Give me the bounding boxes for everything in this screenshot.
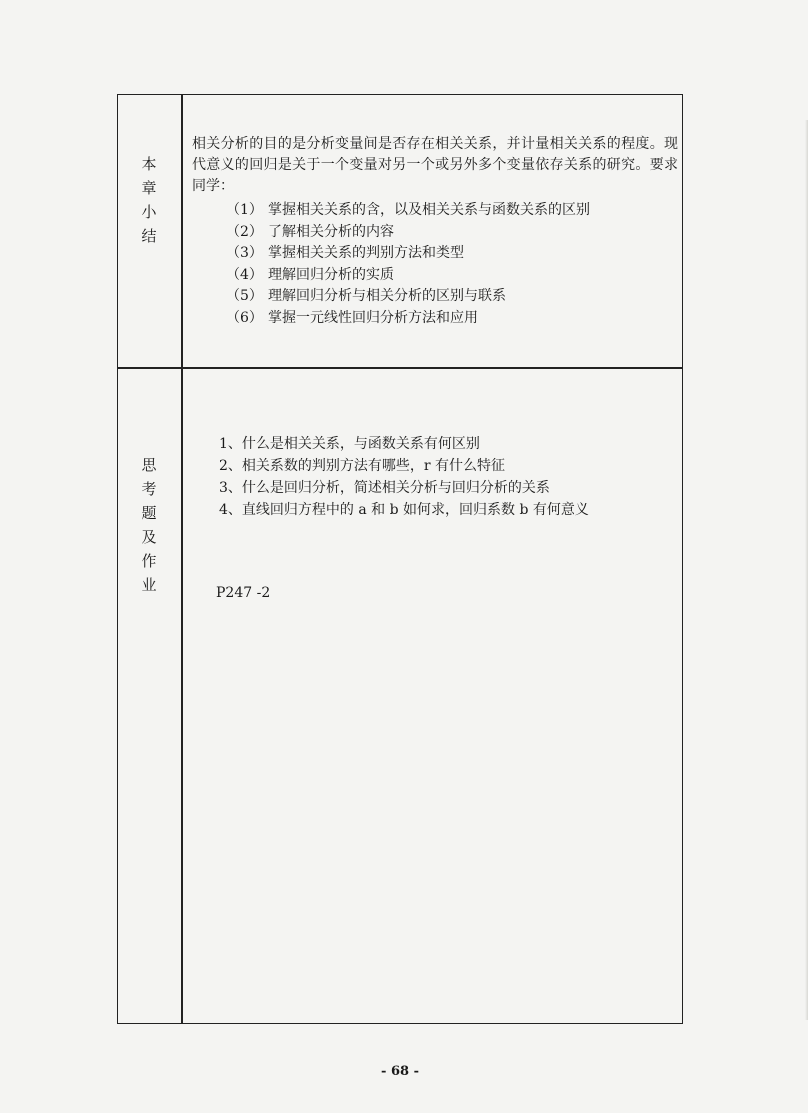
question-item: 4、直线回归方程中的 a 和 b 如何求，回归系数 b 有何意义 (219, 502, 589, 518)
assignment-reference: P247 -2 (216, 585, 271, 601)
label-char: 及 (141, 528, 157, 546)
item-text: 理解回归分析的实质 (268, 266, 394, 283)
question-item: 1、什么是相关关系，与函数关系有何区别 (219, 436, 480, 452)
row-divider (117, 367, 683, 369)
item-number: （2） (226, 223, 263, 240)
item-number: （6） (226, 309, 263, 326)
item-text: 掌握相关关系的含，以及相关关系与函数关系的区别 (268, 202, 590, 218)
item-text: 了解相关分析的内容 (268, 223, 394, 240)
label-char: 作 (141, 552, 157, 570)
question-item: 3、什么是回归分析，简述相关分析与回归分析的关系 (219, 480, 550, 496)
label-char: 思 (141, 456, 157, 474)
objectives-list (226, 200, 590, 330)
label-char: 本 (141, 155, 157, 173)
homework-label (120, 453, 178, 597)
item-number: （4） (226, 266, 263, 283)
question-item: 2、相关系数的判别方法有哪些，r 有什么特征 (219, 458, 506, 474)
list-item (226, 222, 590, 243)
questions-list (219, 433, 589, 521)
page-number: - 68 - (381, 1064, 419, 1079)
summary-intro-text: 相关分析的目的是分析变量间是否存在相关关系，并计量相关关系的程度。现代意义的回归是关于一个变量对另一个或另外多个变量依存关系的研究。要求同学： (192, 136, 678, 194)
item-text: 掌握一元线性回归分析方法和应用 (268, 309, 478, 326)
item-text: 掌握相关关系的判别方法和类型 (268, 245, 464, 262)
list-item (226, 243, 590, 264)
chapter-summary-label (120, 152, 178, 248)
column-divider (181, 94, 183, 1024)
item-number: （3） (226, 245, 263, 262)
label-char: 业 (141, 576, 157, 594)
list-item (226, 200, 590, 221)
label-char: 结 (141, 227, 157, 245)
item-number: （1） (226, 202, 263, 218)
label-char: 考 (141, 480, 157, 498)
list-item (226, 286, 590, 307)
label-char: 题 (141, 504, 157, 522)
item-text: 理解回归分析与相关分析的区别与联系 (268, 288, 506, 305)
item-number: （5） (226, 288, 263, 305)
label-char: 小 (141, 203, 157, 221)
list-item (226, 308, 590, 329)
label-char: 章 (141, 179, 157, 197)
list-item (226, 265, 590, 286)
